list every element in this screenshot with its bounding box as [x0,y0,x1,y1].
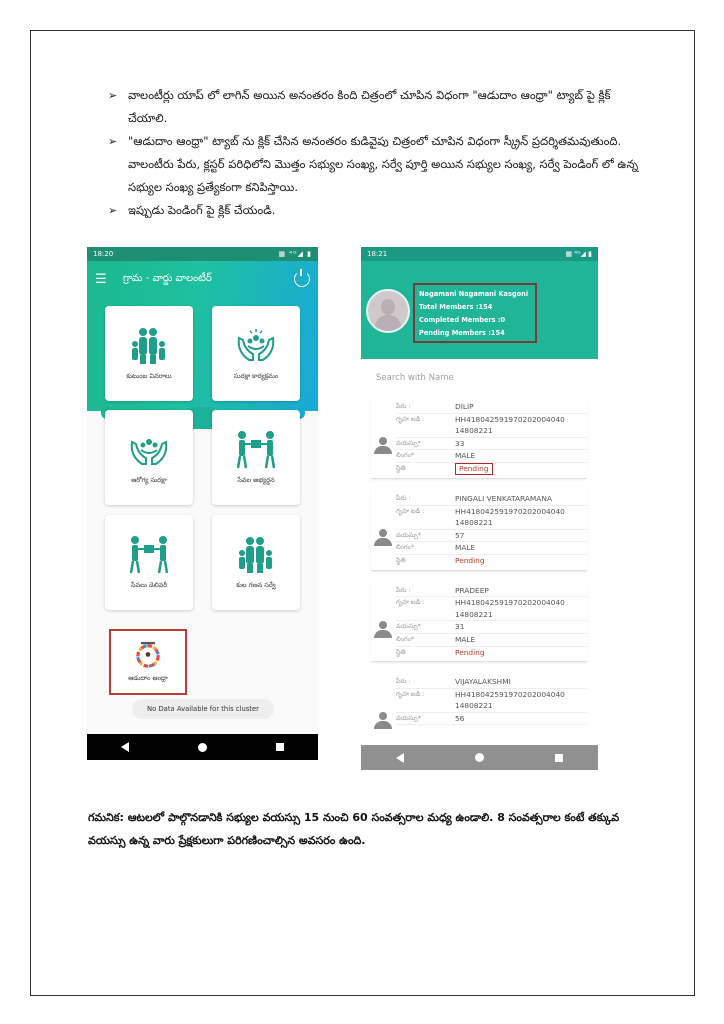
tile-label: సేవలు డెలివరీ [130,580,168,589]
field-label: పేరు : [396,402,411,410]
field-label: గృహ ఐడి : [396,414,425,423]
field-label: పేరు : [396,585,411,594]
family-icon [233,535,279,575]
aadudam-andhra-logo-icon [130,640,166,672]
tile-label: ఆడుదాం ఆంధ్రా [128,674,168,682]
member-age: 33 [455,438,465,448]
app-toolbar [87,267,318,291]
person-icon [373,529,393,549]
status-bar [361,247,598,261]
care-hands-icon [126,430,172,470]
member-name: DILIP [455,402,474,411]
instruction-item [108,84,648,130]
person-icon [373,621,393,641]
status-time: 18:21 [367,250,388,258]
member-card[interactable] [371,397,587,479]
field-label: స్థితి [396,463,406,472]
field-label: స్థితి [396,647,406,656]
field-label: వయస్సు* [396,622,421,631]
field-label: లింగం* [396,451,415,460]
status-pending-link[interactable]: Pending [455,463,493,475]
member-gender: MALE [455,543,476,553]
field-label: పేరు : [396,493,411,502]
field-label: వయస్సు* [396,530,421,539]
phone-screenshot-home [87,247,318,760]
instruction-text: వాలంటీర్లు యాప్ లో లాగిన్ అయిన అనంతరం కింది చిత్రంలో చూపిన విధంగా "ఆడుదాం ఆంధ్రా" ట్యాబ్ పై క్లిక్ చేయాలి. [128,88,611,125]
member-card[interactable] [371,581,587,663]
tile-caste-census-survey[interactable] [212,515,300,610]
member-age: 31 [455,622,465,632]
home-icon[interactable] [475,753,484,762]
tile-label: కుల గణన సర్వే [236,580,276,589]
household-id: HH418042591970202004040 14808221 [455,506,565,528]
instruction-text: "ఆడుదాం ఆంధ్రా" ట్యాబ్ ను క్లిక్ చేసిన అనంతరం కుడివైపు చిత్రంలో చూపిన విధంగా స్క్రీన్ ప్రదర్శితమవుతుంది. వాలంటీరు పేరు, క్లస్టర్ పరిధిలోని మొత్తం సభ్యుల సంఖ్య, సర్వే పూర్తి అయిన సభ్యుల సంఖ్య, సర్వే పెండింగ్ లో ఉన్న సభ్యుల సంఖ్య ప్రత్యేకంగా కనిపిస్తాయి. [128,134,639,194]
tile-label: సేవల అభ్యర్థన [237,475,275,484]
status-bar [87,247,318,261]
volunteer-header [361,261,598,359]
status-time: 18:20 [93,250,114,258]
household-id: HH418042591970202004040 14808221 [455,598,565,619]
field-label: వయస్సు* [396,713,421,722]
field-label: స్థితి [396,555,406,564]
service-exchange-icon [233,430,279,470]
arrow-bullet-icon: ➢ [108,204,118,217]
android-navigation-bar [361,745,598,770]
note-paragraph: గమనిక: ఆటలలో పాల్గొనడానికి సభ్యుల వయస్సు 15 నుంచి 60 సంవత్సరాల మధ్య ఉండాలి. 8 సంవత్సరాల కంటే తక్కువ వయస్సు ఉన్న వారు ప్రేక్షకులుగా పరిగణించాల్సిన అవసరం ఉంది. [88,811,620,847]
status-icons: ▦ ⁴ᴳ◢ ▮ [565,250,592,258]
phone-screenshot-members [361,247,598,770]
member-age: 56 [455,713,465,723]
member-gender: MALE [455,451,476,461]
field-label: గృహ ఐడి : [396,598,425,607]
member-card[interactable] [371,489,587,571]
instruction-text: ఇప్పుడు పెండింగ్ పై క్లిక్ చేయండి. [128,203,276,217]
instruction-list [108,84,648,222]
recent-apps-icon[interactable] [276,743,284,751]
member-name: PRADEEP [455,585,489,595]
status-icons: ▦ ⁴ᴳ◢ ▮ [278,250,312,258]
power-icon[interactable] [294,271,310,287]
tile-service-request[interactable] [212,410,300,505]
tile-family-details[interactable] [105,306,193,401]
field-label: గృహ ఐడి : [396,689,425,698]
member-name: PINGALI VENKATARAMANA [455,493,552,503]
person-icon [373,437,393,457]
field-label: గృహ ఐడి : [396,506,425,515]
app-title: గ్రామ - వార్డు వాలంటీర్ [123,273,212,284]
status-pending-link[interactable]: Pending [455,555,485,565]
person-icon [373,712,393,732]
total-members: Total Members :154 [419,303,493,311]
avatar-body [375,315,401,333]
avatar-head [381,299,395,315]
family-icon [126,326,172,366]
instruction-item [108,199,648,222]
volunteer-name: Nagamani Nagamani Kasgoni [419,290,529,298]
household-id: HH418042591970202004040 14808221 [455,689,565,711]
tile-label: కుటుంబ వివరాలు [126,371,172,380]
volunteer-summary [413,283,537,343]
tile-arogya-suraksha[interactable] [105,410,193,505]
header-decor [191,407,213,429]
completed-members: Completed Members :0 [419,316,506,324]
care-hands-icon [233,326,279,366]
status-pending-link[interactable]: Pending [455,647,485,657]
field-label: లింగం* [396,634,415,643]
arrow-bullet-icon: ➢ [108,89,118,102]
back-icon[interactable] [121,742,129,752]
member-gender: MALE [455,634,476,644]
arrow-bullet-icon: ➢ [108,135,118,148]
tile-label: సురక్షా కార్యక్రమం [233,371,279,380]
search-input[interactable]: Search with Name [376,373,454,383]
member-age: 57 [455,530,465,540]
tile-aadudam-andhra[interactable] [109,629,187,695]
toast-message: No Data Available for this cluster [132,699,274,719]
household-id: HH418042591970202004040 14808221 [455,414,565,436]
avatar [366,289,410,333]
member-card[interactable] [371,672,587,725]
tile-suraksha-program[interactable] [212,306,300,401]
member-name: VIJAYALAKSHMI [455,677,511,687]
pending-members[interactable]: Pending Members :154 [419,329,505,337]
recent-apps-icon[interactable] [555,754,563,762]
field-label: పేరు : [396,677,411,686]
back-icon[interactable] [396,753,404,763]
field-label: లింగం* [396,543,415,552]
hamburger-menu-icon[interactable]: ☰ [95,271,107,287]
home-icon[interactable] [198,743,207,752]
field-label: వయస్సు* [396,438,421,447]
service-exchange-icon [126,535,172,575]
tile-label: ఆరోగ్య సురక్షా [131,475,167,484]
android-navigation-bar [87,734,318,760]
instruction-item [108,130,648,199]
tile-service-delivery[interactable] [105,515,193,610]
